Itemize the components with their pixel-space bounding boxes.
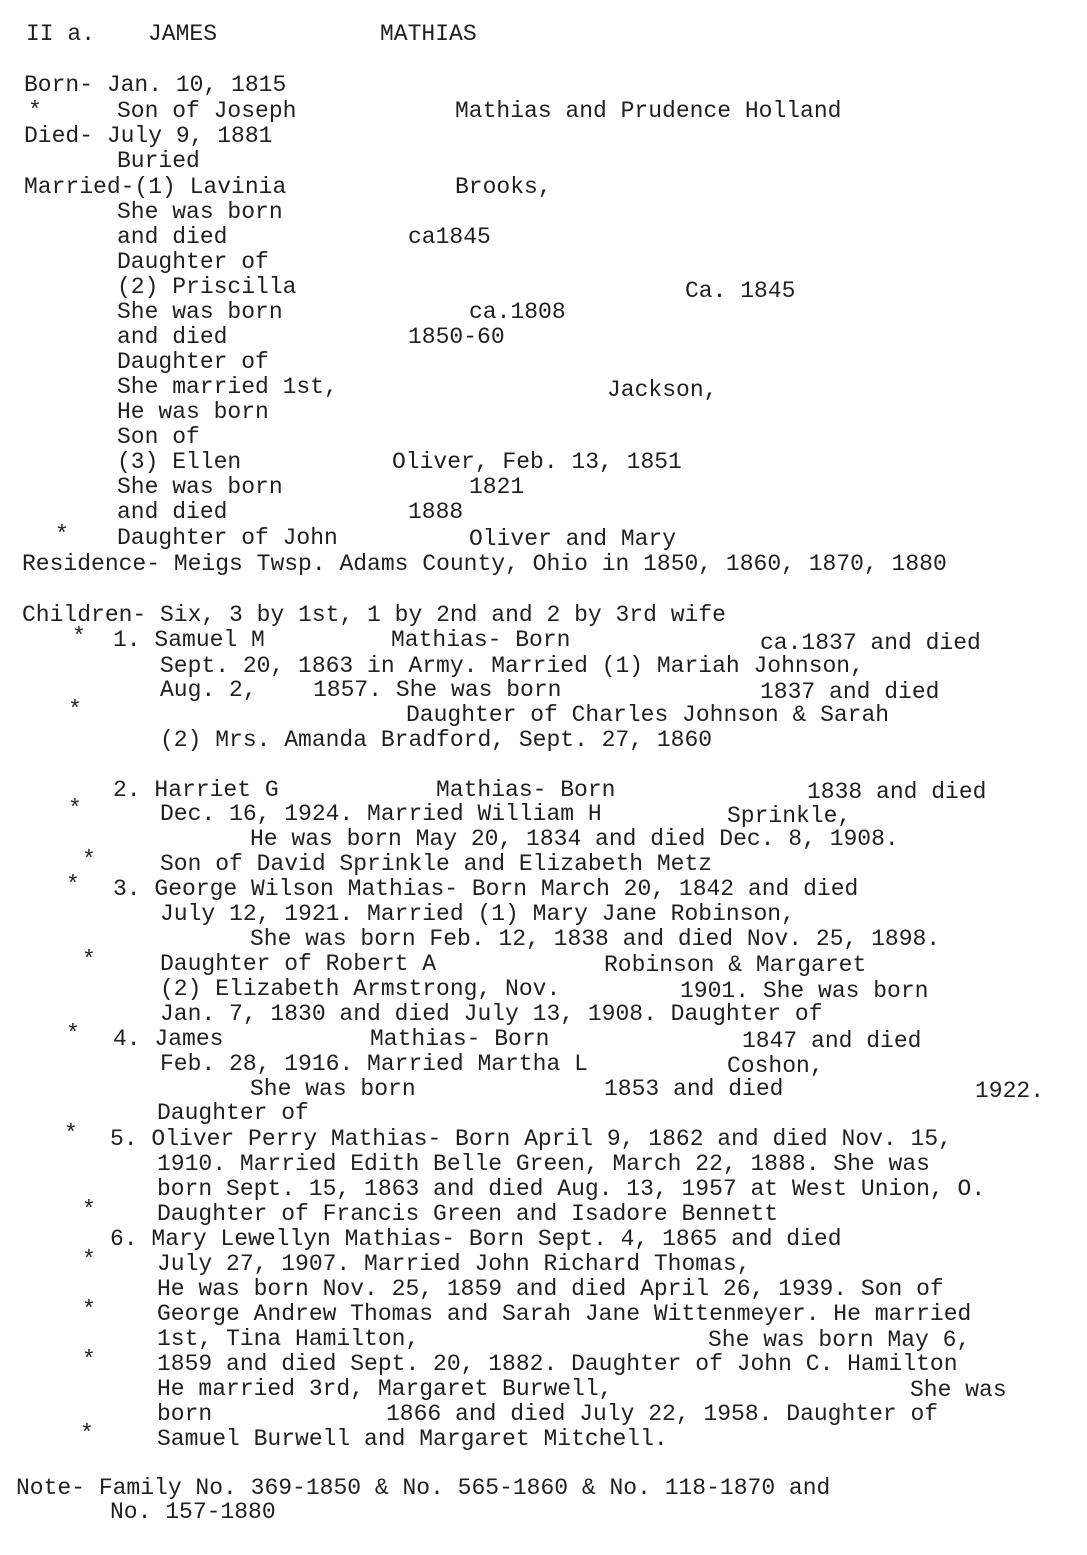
wife3-died: and died [117,499,228,525]
child-5-line-4: Daughter of Francis Green and Isadore Bennett [157,1201,779,1227]
child-6-line-9: Samuel Burwell and Margaret Mitchell. [157,1426,668,1452]
child-5-line-2: 1910. Married Edith Belle Green, March 22, 1888. She was [157,1151,930,1177]
source-asterisk: * [82,1297,96,1323]
child-2-line-2: Dec. 16, 1924. Married William H [160,801,602,827]
wife3-name: (3) Ellen [117,449,242,475]
child-6-line-7b: She was [910,1377,1007,1403]
child-6-line-4: George Andrew Thomas and Sarah Jane Wittenmeyer. He married [157,1301,972,1327]
wife2-marriage-date: Ca. 1845 [685,278,796,304]
child-1-line-2: Sept. 20, 1863 in Army. Married (1) Mariah Johnson, [160,653,864,679]
child-3-line-2: July 12, 1921. Married (1) Mary Jane Robinson, [160,901,795,927]
child-6-line-3: He was born Nov. 25, 1859 and died April 26, 1939. Son of [157,1276,944,1302]
note-line-2: No. 157-1880 [110,1499,276,1525]
source-asterisk: * [82,847,96,873]
source-asterisk: * [68,796,82,822]
child-6-line-8b: 1866 and died July 22, 1958. Daughter of [386,1401,939,1427]
person-surname: MATHIAS [380,21,477,47]
child-1-line-5: (2) Mrs. Amanda Bradford, Sept. 27, 1860 [160,727,713,753]
wife2-daughter-of: Daughter of [117,349,269,375]
wife3-parents: Oliver and Mary [469,526,677,552]
wife3-born: She was born [117,474,283,500]
child-6-line-5: 1st, Tina Hamilton, [157,1326,420,1352]
child-3-line-4b: Robinson & Margaret [604,952,867,978]
child-6-line-6: 1859 and died Sept. 20, 1882. Daughter of John C. Hamilton [157,1351,958,1377]
child-4-line-3b: 1853 and died [604,1076,784,1102]
source-asterisk: * [82,1347,96,1373]
source-asterisk: * [55,522,69,548]
source-asterisk: * [66,1021,80,1047]
died-line: Died- July 9, 1881 [24,123,273,149]
child-6-line-7: He married 3rd, Margaret Burwell, [157,1376,613,1402]
child-3-line-5b: 1901. She was born [680,978,929,1004]
child-4-name: 4. James [113,1026,224,1052]
child-1-line-4: Daughter of Charles Johnson & Sarah [406,702,890,728]
child-6-line-5b: She was born May 6, [708,1327,971,1353]
source-asterisk: * [82,1197,96,1223]
child-1-line-3: Aug. 2, [160,677,257,703]
wife1-died: and died [117,224,228,250]
child-3-line-5: (2) Elizabeth Armstrong, Nov. [160,976,561,1002]
wife2-name: (2) Priscilla [117,274,297,300]
child-2-born-date: 1838 and died [807,779,987,805]
wife3-born-date: 1821 [469,474,525,500]
parents-line: Son of Joseph [117,98,297,124]
wife2-first-marriage: She married 1st, [117,374,338,400]
wife1-daughter-of: Daughter of [117,249,269,275]
source-asterisk: * [64,1121,78,1147]
wife2-died-date: 1850-60 [408,324,505,350]
child-1-name: 1. Samuel M [113,627,265,653]
child-6-line-8: born [157,1401,213,1427]
wife3-daughter-of: Daughter of John [117,525,338,551]
child-3-line-3: She was born Feb. 12, 1838 and died Nov. 25, 1898. [250,926,941,952]
child-1-born-label: Mathias- Born [391,627,571,653]
child-1-born-date: ca.1837 and died [760,630,981,656]
married-line: Married-(1) Lavinia [24,174,287,200]
wife2-first-husband: Jackson, [607,377,718,403]
child-2-line-2b: Sprinkle, [727,803,852,829]
child-4-line-2: Feb. 28, 1916. Married Martha L [160,1051,588,1077]
child-4-born-date: 1847 and died [742,1028,922,1054]
child-2-line-4: Son of David Sprinkle and Elizabeth Metz [160,851,713,877]
child-4-born-label: Mathias- Born [370,1026,550,1052]
husband-born: He was born [117,399,269,425]
child-5-line-3: born Sept. 15, 1863 and died Aug. 13, 1957 at West Union, O. [157,1176,986,1202]
child-1-line-3c: 1837 and died [760,679,940,705]
source-asterisk: * [72,624,86,650]
source-asterisk: * [80,1421,94,1447]
wife3-died-date: 1888 [408,499,464,525]
source-asterisk: * [66,872,80,898]
wife2-died: and died [117,324,228,350]
child-1-line-3b: 1857. She was born [313,677,562,703]
source-asterisk: * [82,1247,96,1273]
child-2-line-3: He was born May 20, 1834 and died Dec. 8, 1908. [250,826,899,852]
source-asterisk: * [68,697,82,723]
child-4-line-3c: 1922. [975,1078,1045,1104]
child-4-line-4: Daughter of [157,1100,309,1126]
wife2-born: She was born [117,299,283,325]
person-first-name: JAMES [148,21,218,47]
child-3-line-6: Jan. 7, 1830 and died July 13, 1908. Daughter of [160,1001,823,1027]
source-asterisk: * [82,947,96,973]
child-6-name: 6. Mary Lewellyn Mathias- Born Sept. 4, 1865 and died [110,1226,842,1252]
child-3-line-4: Daughter of Robert A [160,951,437,977]
children-heading: Children- Six, 3 by 1st, 1 by 2nd and 2 by 3rd wife [22,602,726,628]
child-4-line-3: She was born [250,1076,416,1102]
parents-line-cont: Mathias and Prudence Holland [455,98,842,124]
husband-son-of: Son of [117,424,200,450]
married-line-cont: Brooks, [455,174,552,200]
wife1-born: She was born [117,199,283,225]
record-number: II a. [26,21,96,47]
residence-line: Residence- Meigs Twsp. Adams County, Ohio in 1850, 1860, 1870, 1880 [22,551,947,577]
child-2-name: 2. Harriet G [113,777,279,803]
child-5-name: 5. Oliver Perry Mathias- Born April 9, 1862 and died Nov. 15, [110,1126,952,1152]
wife1-died-date: ca1845 [408,224,491,250]
wife3-surname-date: Oliver, Feb. 13, 1851 [392,449,682,475]
child-6-line-2: July 27, 1907. Married John Richard Thomas, [157,1251,751,1277]
note-line: Note- Family No. 369-1850 & No. 565-1860 & No. 118-1870 and [16,1475,831,1501]
child-4-line-2b: Coshon, [727,1053,824,1079]
wife2-born-date: ca.1808 [469,299,566,325]
buried-line: Buried [117,148,200,174]
source-asterisk: * [28,98,42,124]
child-2-born-label: Mathias- Born [436,777,616,803]
born-line: Born- Jan. 10, 1815 [24,72,287,98]
child-3-name: 3. George Wilson Mathias- Born March 20, 1842 and died [113,876,859,902]
